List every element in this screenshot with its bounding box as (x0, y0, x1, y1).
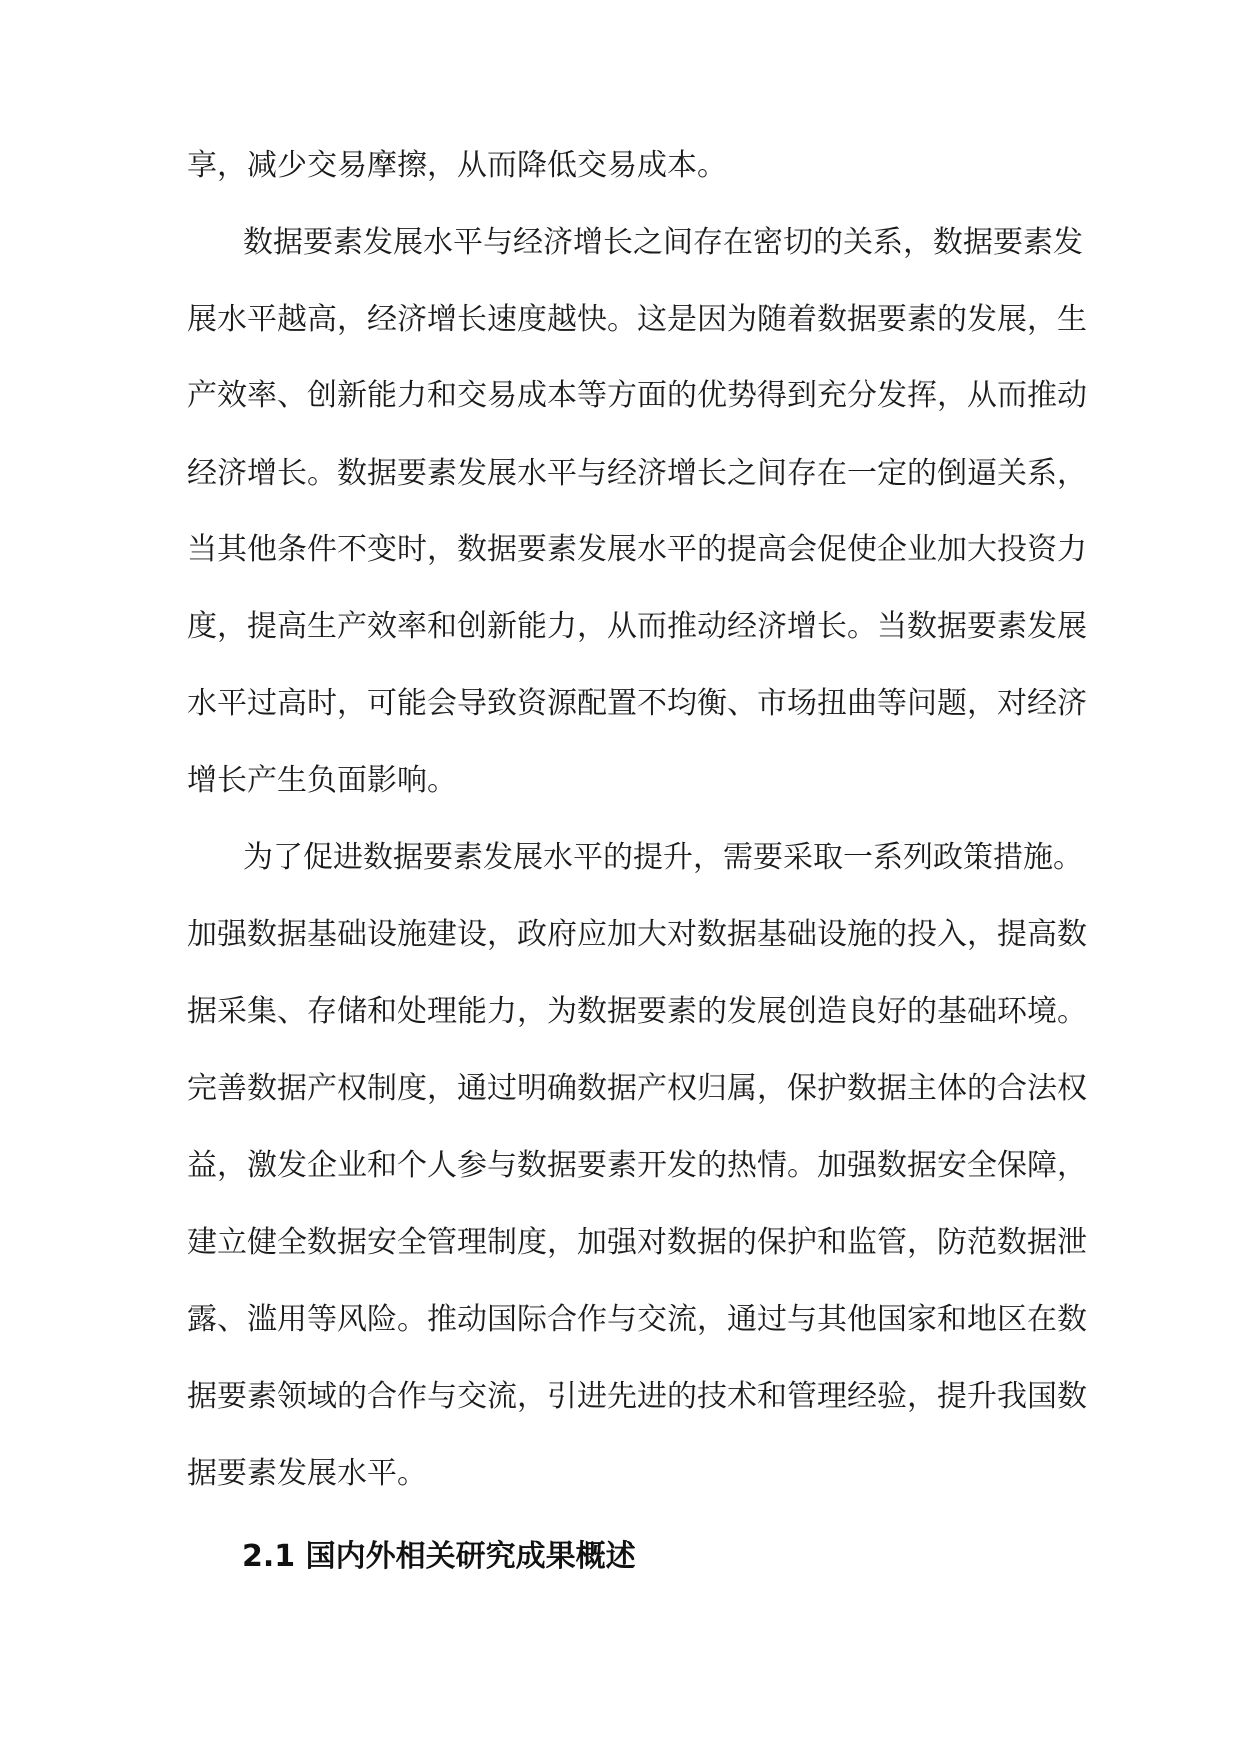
paragraph-line: 露、滥用等风险。推动国际合作与交流，通过与其他国家和地区在数 (187, 1302, 1087, 1337)
paragraph-line: 增长产生负面影响。 (187, 763, 457, 798)
paragraph-line: 为了促进数据要素发展水平的提升，需要采取一系列政策措施。 (243, 840, 1083, 875)
section-heading: 2.1 国内外相关研究成果概述 (242, 1539, 636, 1574)
paragraph-line: 当其他条件不变时，数据要素发展水平的提高会促使企业加大投资力 (187, 532, 1087, 567)
paragraph-line: 度，提高生产效率和创新能力，从而推动经济增长。当数据要素发展 (187, 609, 1087, 644)
paragraph-line: 水平过高时，可能会导致资源配置不均衡、市场扭曲等问题，对经济 (187, 686, 1087, 721)
paragraph-line: 产效率、创新能力和交易成本等方面的优势得到充分发挥，从而推动 (187, 378, 1087, 413)
paragraph-line: 据要素发展水平。 (187, 1456, 427, 1491)
paragraph-line: 展水平越高，经济增长速度越快。这是因为随着数据要素的发展，生 (187, 302, 1087, 337)
paragraph-line: 据要素领域的合作与交流，引进先进的技术和管理经验，提升我国数 (187, 1379, 1087, 1414)
paragraph-line: 益，激发企业和个人参与数据要素开发的热情。加强数据安全保障， (187, 1148, 1087, 1183)
paragraph-line: 建立健全数据安全管理制度，加强对数据的保护和监管，防范数据泄 (187, 1225, 1087, 1260)
paragraph-line: 据采集、存储和处理能力，为数据要素的发展创造良好的基础环境。 (187, 994, 1087, 1029)
paragraph-line: 数据要素发展水平与经济增长之间存在密切的关系，数据要素发 (243, 225, 1083, 260)
paragraph-line: 完善数据产权制度，通过明确数据产权归属，保护数据主体的合法权 (187, 1071, 1087, 1106)
paragraph-line: 加强数据基础设施建设，政府应加大对数据基础设施的投入，提高数 (187, 917, 1087, 952)
paragraph-line: 经济增长。数据要素发展水平与经济增长之间存在一定的倒逼关系， (187, 456, 1087, 491)
body-text (187, 0, 1087, 1754)
paragraph-line: 享，减少交易摩擦，从而降低交易成本。 (187, 148, 727, 183)
